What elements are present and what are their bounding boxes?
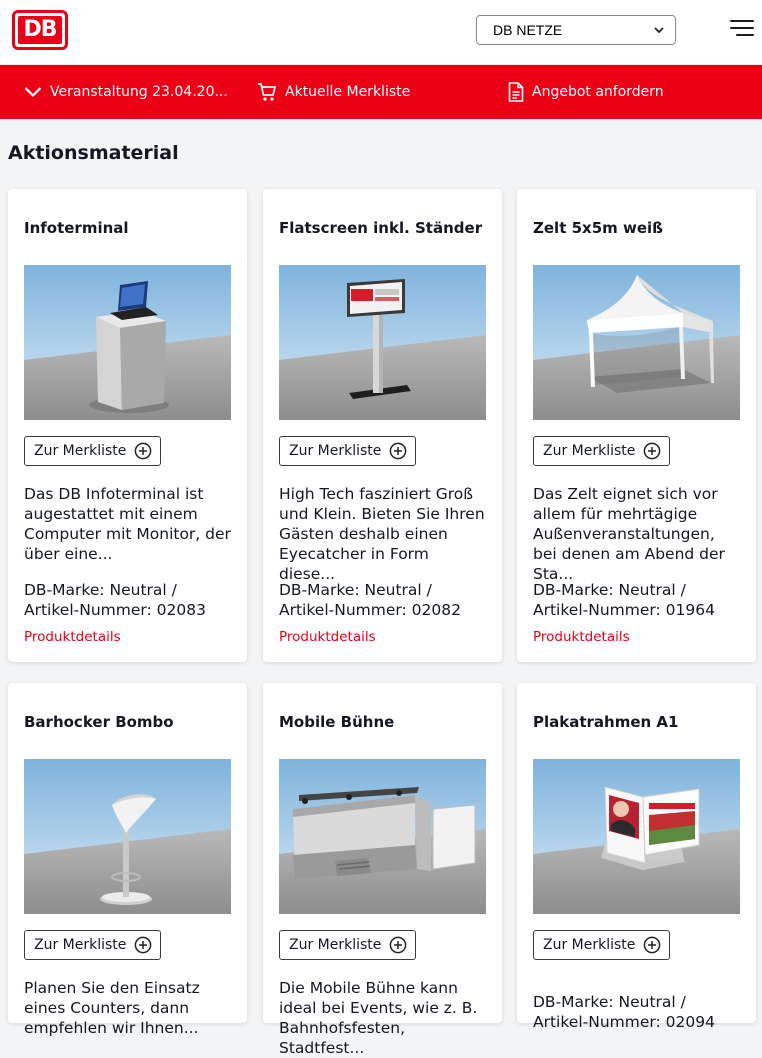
card-description: Das DB Infoterminal ist augestattet mit einem Computer mit Monitor, der über eine... (24, 485, 231, 563)
request-offer-label: Angebot anfordern (532, 84, 664, 100)
product-image-poster-frame[interactable] (533, 759, 740, 914)
cart-icon (257, 82, 277, 102)
add-to-list-button[interactable] (533, 930, 670, 960)
event-label: Veranstaltung 23.04.20... (50, 84, 228, 100)
event-dropdown[interactable] (24, 65, 228, 119)
add-to-list-label: Zur Merkliste (289, 443, 382, 459)
product-card (263, 189, 502, 662)
card-title: Plakatrahmen A1 (533, 713, 679, 731)
product-image-tent[interactable] (533, 265, 740, 420)
card-article-number: Artikel-Nummer: 02083 (24, 601, 206, 619)
card-title: Infoterminal (24, 219, 129, 237)
plus-circle-icon (643, 936, 661, 954)
product-card (8, 683, 247, 1037)
current-list-label: Aktuelle Merkliste (285, 84, 411, 100)
product-card (517, 683, 756, 1031)
product-image-infoterminal[interactable] (24, 265, 231, 420)
add-to-list-label: Zur Merkliste (34, 443, 127, 459)
product-image-flatscreen[interactable] (279, 265, 486, 420)
card-description: Das Zelt eignet sich vor allem für mehrtägige Außenveranstaltungen, bei denen am Abend der Sta... (533, 485, 725, 583)
menu-icon[interactable] (730, 20, 754, 38)
plus-circle-icon (134, 936, 152, 954)
current-list-link[interactable] (257, 65, 410, 119)
card-article-number: Artikel-Nummer: 02094 (533, 1013, 715, 1031)
product-image-bar-stool[interactable] (24, 759, 231, 914)
card-brand: DB-Marke: Neutral / (279, 581, 432, 599)
card-title: Mobile Bühne (279, 713, 395, 731)
card-title: Zelt 5x5m weiß (533, 219, 663, 237)
card-article-number: Artikel-Nummer: 01964 (533, 601, 715, 619)
add-to-list-button[interactable] (279, 930, 416, 960)
add-to-list-button[interactable] (279, 436, 416, 466)
product-details-link[interactable]: Produktdetails (533, 629, 630, 645)
card-description: High Tech fasziniert Groß und Klein. Bieten Sie Ihren Gästen deshalb einen Eyecatcher in Form diese... (279, 485, 485, 583)
add-to-list-button[interactable] (533, 436, 670, 466)
plus-circle-icon (389, 442, 407, 460)
document-icon (508, 82, 524, 102)
chevron-down-icon (653, 24, 665, 36)
plus-circle-icon (389, 936, 407, 954)
add-to-list-label: Zur Merkliste (543, 937, 636, 953)
product-card (517, 189, 756, 662)
db-logo[interactable] (12, 10, 68, 50)
card-description: Planen Sie den Einsatz eines Counters, dann empfehlen wir Ihnen... (24, 979, 200, 1037)
product-card (263, 683, 502, 1057)
product-details-link[interactable]: Produktdetails (279, 629, 376, 645)
action-bar (0, 65, 762, 119)
region-select[interactable] (476, 15, 676, 45)
add-to-list-label: Zur Merkliste (543, 443, 636, 459)
add-to-list-label: Zur Merkliste (34, 937, 127, 953)
db-logo-text: DB (18, 16, 62, 44)
add-to-list-label: Zur Merkliste (289, 937, 382, 953)
add-to-list-button[interactable] (24, 436, 161, 466)
plus-circle-icon (134, 442, 152, 460)
region-select-value: DB NETZE (493, 22, 563, 38)
plus-circle-icon (643, 442, 661, 460)
card-brand: DB-Marke: Neutral / (533, 581, 686, 599)
card-brand: DB-Marke: Neutral / (533, 993, 686, 1011)
request-offer-link[interactable] (508, 65, 664, 119)
card-description: Die Mobile Bühne kann ideal bei Events, wie z. B. Bahnhofsfesten, Stadtfest... (279, 979, 478, 1057)
add-to-list-button[interactable] (24, 930, 161, 960)
card-article-number: Artikel-Nummer: 02082 (279, 601, 461, 619)
top-bar (0, 0, 762, 65)
card-title: Barhocker Bombo (24, 713, 174, 731)
product-image-mobile-stage[interactable] (279, 759, 486, 914)
section-title: Aktionsmaterial (8, 142, 179, 164)
product-details-link[interactable]: Produktdetails (24, 629, 121, 645)
card-brand: DB-Marke: Neutral / (24, 581, 177, 599)
card-title: Flatscreen inkl. Ständer (279, 219, 483, 237)
product-card (8, 189, 247, 662)
chevron-down-icon (24, 86, 42, 98)
